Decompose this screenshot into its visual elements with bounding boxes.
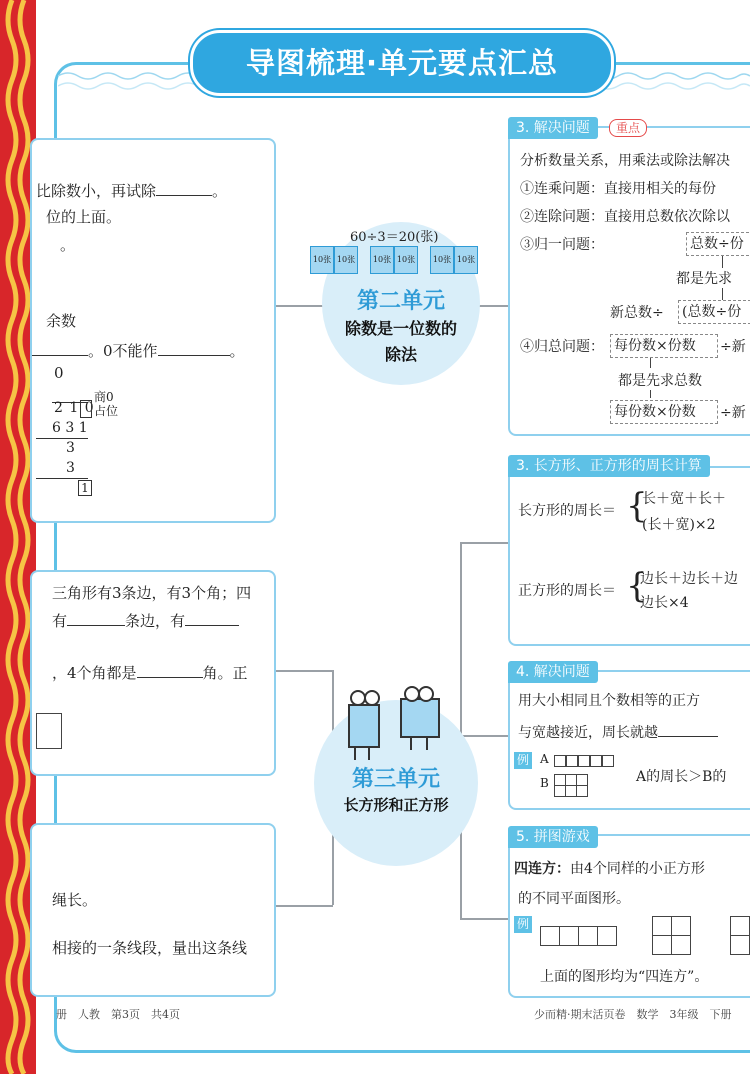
fill-blank[interactable] (156, 195, 212, 196)
connector-line (273, 305, 323, 307)
shape-figure (36, 713, 62, 749)
formula: 长＋宽＋长＋ (642, 491, 726, 507)
tetromino-square (652, 916, 690, 954)
tetromino-partial (730, 916, 750, 954)
text-line: 正方形的周长＝ (518, 583, 616, 599)
formula-box: 每份数×份数 (610, 334, 718, 358)
example-tag: 例 (514, 752, 532, 769)
text-line: 都是先求 (676, 271, 732, 287)
fill-blank[interactable] (32, 355, 88, 356)
unit3-subtitle: 长方形和正方形 (343, 796, 449, 814)
section-tag: 3. 长方形、正方形的周长计算 (508, 455, 710, 477)
text-line: 的不同平面图形。 (518, 891, 630, 907)
text-line: ②连除问题：直接用总数依次除以 (520, 209, 730, 225)
example-tag: 例 (514, 916, 532, 933)
key-point-badge: 重点 (609, 119, 647, 137)
text-line: 相接的一条线段，量出这条线 (52, 939, 248, 957)
text-line: ④归总问题： (520, 339, 604, 355)
annotation: 占位 (94, 404, 119, 418)
text-line: 0 (54, 364, 64, 382)
text-line: 位的上面。 (46, 208, 122, 226)
comparison: A的周长＞B的 (636, 769, 727, 785)
text-line: 余数 (46, 312, 77, 330)
section-tag: 5. 拼图游戏 (508, 826, 598, 848)
text-line: 分析数量关系，用乘法或除法解决 (520, 153, 730, 169)
text-line: 三角形有3条边，有3个角；四 (52, 584, 252, 602)
unit3-title: 第三单元 (351, 767, 440, 792)
formula: 边长×4 (640, 595, 689, 611)
text-line: ①连乘问题：直接用相关的每份 (520, 181, 716, 197)
connector-line (460, 918, 508, 920)
rectangle-a (554, 755, 614, 765)
fill-blank[interactable] (137, 677, 203, 678)
panel-perimeter: 长方形的周长＝ { 长＋宽＋长＋ (长＋宽)×2 正方形的周长＝ { 边长＋边长＋边 边长×4 (508, 466, 750, 646)
section-tag: 4. 解决问题 (508, 661, 598, 683)
equation: 60÷3＝20(张) (350, 230, 439, 245)
long-division-example: 2 1 0 6 3 1 3 3 1 商0 占位 (32, 388, 132, 498)
left-panel-division-steps: 比除数小，再试除 。 位的上面。 。 余数 。0不能作 。 0 2 1 0 6 3 1 3 3 1 商0 占位 (30, 138, 276, 523)
footer-right: 少而精·期末活页卷 数学 3年级 下册 (534, 1008, 732, 1021)
formula: 边长＋边长＋边 (640, 571, 738, 587)
panel-puzzle-game: 四连方：由4个同样的小正方形 的不同平面图形。 例 上面的图形均为“四连方”。 (508, 834, 750, 998)
text-line: 都是先求总数 (618, 373, 702, 389)
text-line: 新总数÷ (610, 305, 664, 321)
tetromino-line (540, 926, 616, 946)
formula-box: (总数÷份 (678, 300, 750, 324)
unit2-title: 第二单元 (356, 289, 445, 314)
connector-line (460, 542, 508, 544)
formula-box: 总数÷份 (686, 232, 750, 256)
text-line: 上面的图形均为“四连方”。 (540, 969, 709, 985)
fill-blank[interactable] (67, 625, 125, 626)
rectangle-b (554, 774, 586, 796)
fill-blank[interactable] (158, 355, 230, 356)
formula: (长＋宽)×2 (642, 517, 716, 533)
left-panel-shapes: 三角形有3条边，有3个角；四 有 条边，有 ，4个角都是 角。正 (30, 570, 276, 776)
connector-line (476, 305, 508, 307)
footer-left: 册 人教 第3页 共4页 (56, 1008, 180, 1021)
text-line: ③归一问题： (520, 237, 604, 253)
card-illustration: 10张 10张 10张 10张 10张 10张 (310, 246, 490, 272)
text-line: ÷新 (720, 339, 746, 355)
formula-box: 每份数×份数 (610, 400, 718, 424)
section-tag: 3. 解决问题 (508, 117, 598, 139)
text-line: 用大小相同且个数相等的正方 (518, 693, 700, 709)
unit2-subtitle: 除法 (384, 345, 417, 364)
left-panel-measure (30, 823, 276, 997)
panel-solve-problems-2: 用大小相同且个数相等的正方 与宽越接近，周长就越 例 A B A的周长＞B的 (508, 670, 750, 810)
text-line: 长方形的周长＝ (518, 503, 616, 519)
panel-solve-problems (508, 126, 750, 436)
text-line: 绳长。 (52, 891, 98, 909)
page-banner-title: 导图梳理·单元要点汇总 (190, 30, 614, 96)
unit2-circle (312, 222, 480, 385)
fill-blank[interactable] (185, 625, 239, 626)
text-line: ÷新 (720, 405, 746, 421)
unit2-subtitle: 除数是一位数的 (344, 319, 457, 338)
fill-blank[interactable] (658, 736, 718, 737)
annotation: 商0 (94, 390, 114, 404)
connector-line (460, 735, 508, 737)
character-illustration (342, 684, 452, 764)
text-line: 。 (60, 236, 76, 254)
connector-line (273, 670, 333, 672)
connector-line (273, 905, 333, 907)
text-line: 比除数小，再试除 (36, 182, 157, 200)
